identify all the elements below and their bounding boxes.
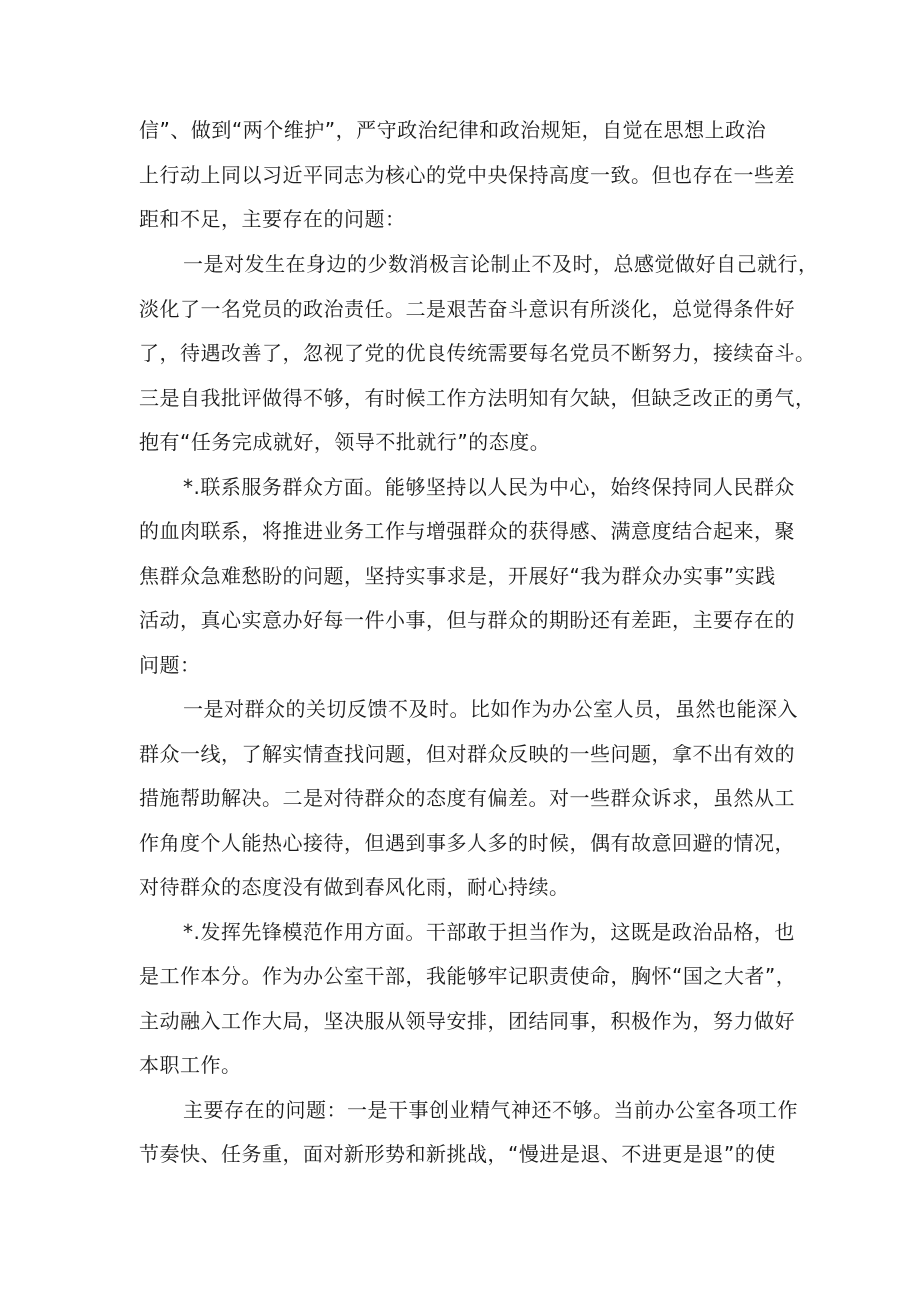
paragraph-3-line-5: 问题： xyxy=(139,653,201,677)
paragraph-6-line-1: 主要存在的问题：一是干事创业精气神还不够。当前办公室各项工作 xyxy=(183,1098,798,1122)
paragraph-2-line-4: 三是自我批评做得不够，有时候工作方法明知有欠缺，但缺乏改正的勇气， xyxy=(139,386,816,410)
paragraph-3-line-4: 活动，真心实意办好每一件小事，但与群众的期盼还有差距，主要存在的 xyxy=(139,608,795,632)
paragraph-3-line-3: 焦群众急难愁盼的问题，坚持实事求是，开展好“我为群众办实事”实践 xyxy=(139,564,776,588)
paragraph-5-line-3: 主动融入工作大局，坚决服从领导安排，团结同事，积极作为，努力做好 xyxy=(139,1009,795,1033)
paragraph-5-line-2: 是工作本分。作为办公室干部，我能够牢记职责使命，胸怀“国之大者”， xyxy=(139,964,797,988)
paragraph-2-line-5: 抱有“任务完成就好，领导不批就行”的态度。 xyxy=(139,430,551,454)
paragraph-3-line-2: 的血肉联系，将推进业务工作与增强群众的获得感、满意度结合起来，聚 xyxy=(139,519,795,543)
paragraph-4-line-2: 群众一线，了解实情查找问题，但对群众反映的一些问题，拿不出有效的 xyxy=(139,742,795,766)
paragraph-5-line-1: *.发挥先锋模范作用方面。干部敢于担当作为，这既是政治品格，也 xyxy=(183,920,795,944)
paragraph-4-line-1: 一是对群众的关切反馈不及时。比如作为办公室人员，虽然也能深入 xyxy=(183,697,798,721)
paragraph-2-line-3: 了，待遇改善了，忽视了党的优良传统需要每名党员不断努力，接续奋斗。 xyxy=(139,341,816,365)
paragraph-1-line-1: 信”、做到“两个维护”，严守政治纪律和政治规矩，自觉在思想上政治 xyxy=(139,118,767,142)
paragraph-5-line-4: 本职工作。 xyxy=(139,1053,242,1077)
paragraph-1-line-2: 上行动上同以习近平同志为核心的党中央保持高度一致。但也存在一些差 xyxy=(139,163,795,187)
paragraph-6-line-2: 节奏快、任务重，面对新形势和新挑战，“慢进是退、不进更是退”的使 xyxy=(139,1142,776,1166)
paragraph-1-line-3: 距和不足，主要存在的问题： xyxy=(139,207,406,231)
paragraph-4-line-3: 措施帮助解决。二是对待群众的态度有偏差。对一些群众诉求，虽然从工 xyxy=(139,786,795,810)
paragraph-4-line-4: 作角度个人能热心接待，但遇到事多人多的时候，偶有故意回避的情况， xyxy=(139,831,795,855)
paragraph-2-line-2: 淡化了一名党员的政治责任。二是艰苦奋斗意识有所淡化，总觉得条件好 xyxy=(139,297,795,321)
paragraph-3-line-1: *.联系服务群众方面。能够坚持以人民为中心，始终保持同人民群众 xyxy=(183,475,795,499)
paragraph-4-line-5: 对待群众的态度没有做到春风化雨，耐心持续。 xyxy=(139,875,570,899)
paragraph-2-line-1: 一是对发生在身边的少数消极言论制止不及时，总感觉做好自己就行， xyxy=(183,252,819,276)
